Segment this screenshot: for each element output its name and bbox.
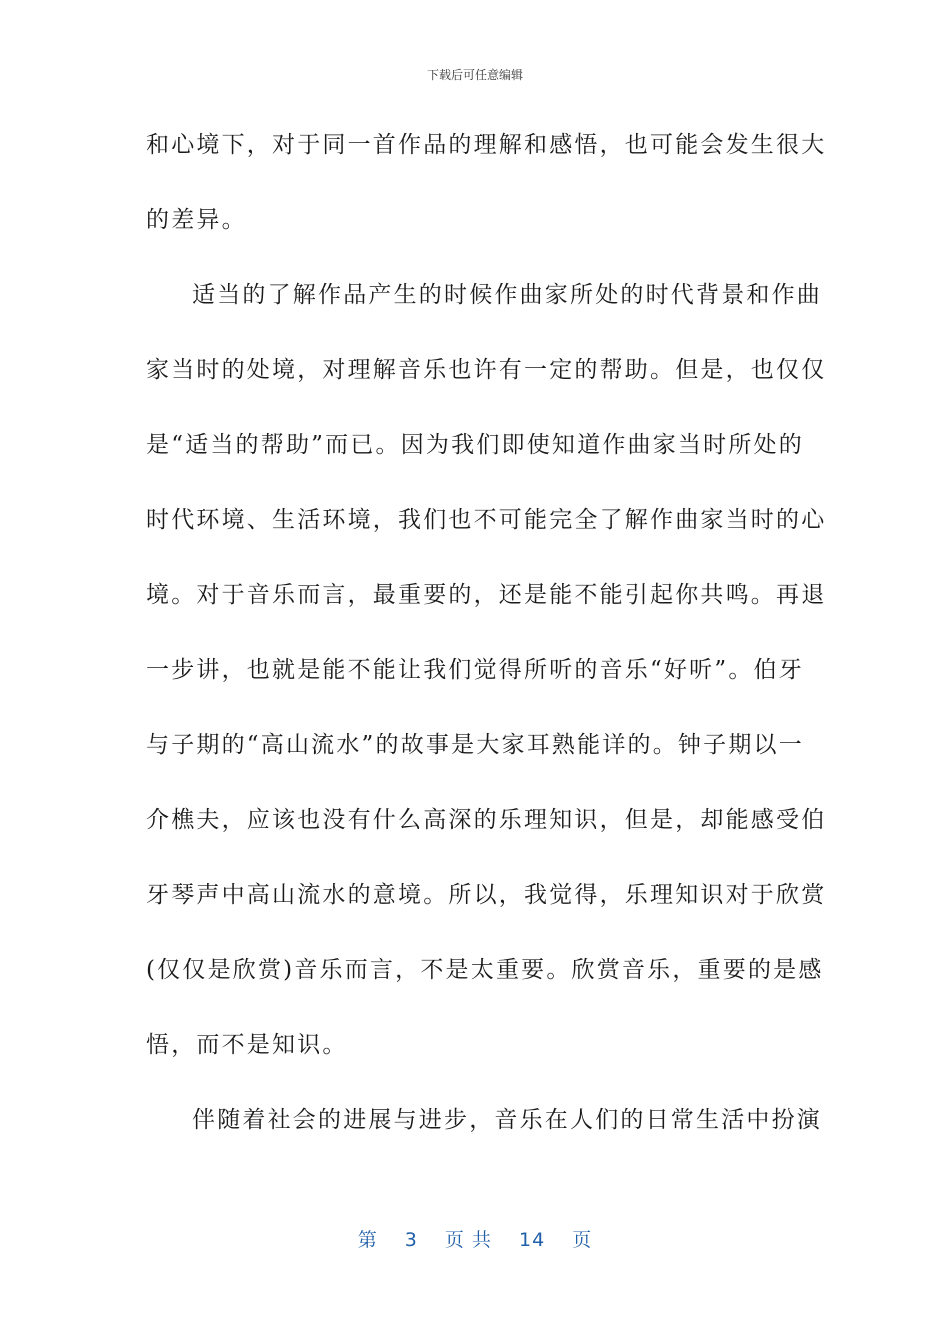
page-footer bbox=[0, 1225, 950, 1252]
footer-middle: 页 共 bbox=[444, 1229, 492, 1251]
body-line: 牙琴声中高山流水的意境。所以，我觉得，乐理知识对于欣赏 bbox=[146, 882, 827, 908]
body-line: 一步讲，也就是能不能让我们觉得所听的音乐“好听”。伯牙 bbox=[146, 657, 804, 683]
body-line: 是“适当的帮助”而已。因为我们即使知道作曲家当时所处的 bbox=[146, 432, 804, 458]
body-line-indent: 伴随着社会的进展与进步，音乐在人们的日常生活中扮演 bbox=[192, 1107, 822, 1133]
body-line: 境。对于音乐而言，最重要的，还是能不能引起你共鸣。再退 bbox=[146, 582, 827, 608]
body-line: 与子期的“高山流水”的故事是大家耳熟能详的。钟子期以一 bbox=[146, 732, 804, 758]
footer-prefix: 第 bbox=[357, 1229, 378, 1251]
body-line-indent: 适当的了解作品产生的时候作曲家所处的时代背景和作曲 bbox=[192, 282, 822, 308]
footer-page-number: 3 bbox=[404, 1229, 418, 1251]
page-header: 下载后可任意编辑 bbox=[426, 68, 523, 82]
body-line: 时代环境、生活环境，我们也不可能完全了解作曲家当时的心 bbox=[146, 507, 827, 533]
body-line: 介樵夫，应该也没有什么高深的乐理知识，但是，却能感受伯 bbox=[146, 807, 827, 833]
footer-total-pages: 14 bbox=[519, 1229, 546, 1251]
footer-suffix: 页 bbox=[572, 1229, 593, 1251]
body-line: 和心境下，对于同一首作品的理解和感悟，也可能会发生很大 bbox=[146, 132, 827, 158]
body-line: (仅仅是欣赏)音乐而言，不是太重要。欣赏音乐，重要的是感 bbox=[146, 957, 824, 983]
body-line: 的差异。 bbox=[146, 207, 247, 233]
body-line: 家当时的处境，对理解音乐也许有一定的帮助。但是，也仅仅 bbox=[146, 357, 827, 383]
body-line: 悟，而不是知识。 bbox=[146, 1032, 348, 1058]
